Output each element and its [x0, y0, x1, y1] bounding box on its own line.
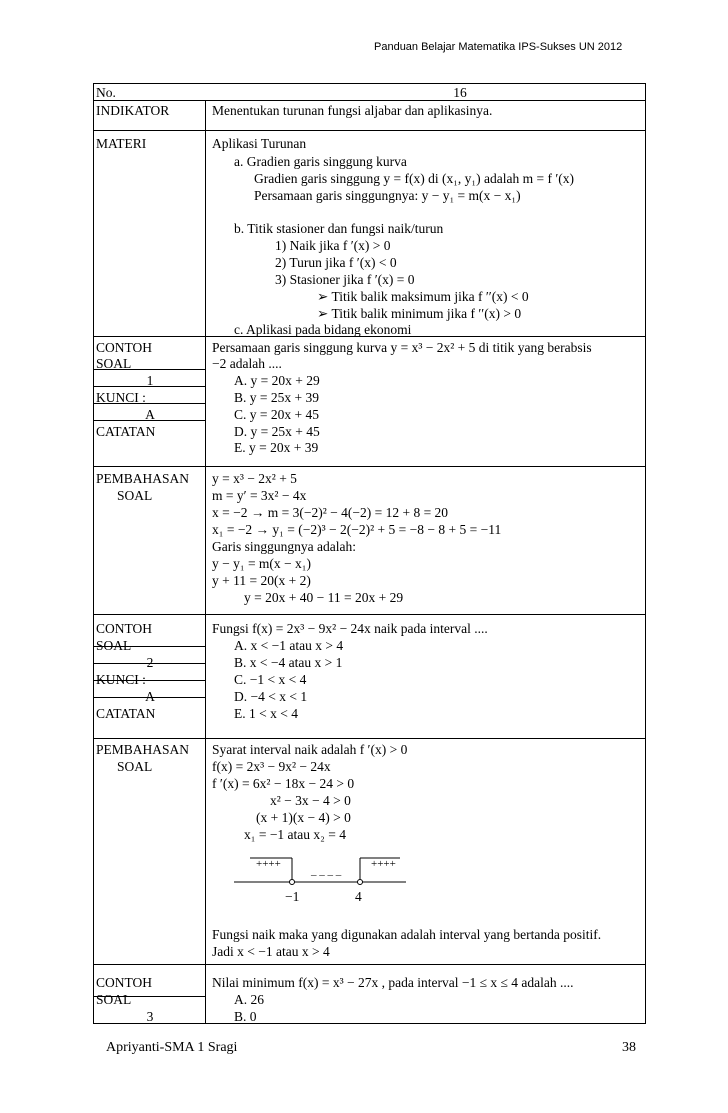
question-text: −2 adalah .... — [212, 356, 282, 371]
answer-option: E. y = 20x + 39 — [234, 440, 319, 455]
answer-option: B. 0 — [234, 1009, 257, 1024]
soal-number: 2 — [146, 655, 154, 670]
answer-option: C. y = 20x + 45 — [234, 407, 319, 422]
pembahasan-label: PEMBAHASAN — [96, 471, 190, 486]
question-text: Persamaan garis singgung kurva y = x³ − 2x² + 5 di titik yang berabsis — [212, 340, 592, 355]
pembahasan-soal-label: SOAL — [117, 759, 153, 774]
catatan-label: CATATAN — [96, 706, 156, 721]
answer-option: D. y = 25x + 45 — [234, 424, 320, 439]
indikator-label: INDIKATOR — [96, 103, 170, 118]
answer-option: C. −1 < x < 4 — [234, 672, 307, 687]
contoh-label: CONTOH — [96, 340, 153, 355]
materi-line: Aplikasi Turunan — [212, 136, 307, 151]
soal-label: SOAL — [96, 638, 132, 653]
kunci-value: A — [145, 689, 155, 704]
materi-line: 3) Stasioner jika f ′(x) = 0 — [275, 272, 415, 287]
page-number: 38 — [622, 1040, 636, 1055]
soal-number: 1 — [146, 373, 154, 388]
soal-number: 3 — [146, 1009, 154, 1024]
materi-line: c. Aplikasi pada bidang ekonomi — [234, 322, 412, 337]
answer-option: D. −4 < x < 1 — [234, 689, 308, 704]
solution-line: x₁ = −1 atau x₂ = 4 — [244, 827, 346, 842]
answer-option: A. y = 20x + 29 — [234, 373, 320, 388]
sign-negative-mid: _ _ _ _ — [311, 865, 342, 877]
catatan-label: CATATAN — [96, 424, 156, 439]
solution-line: y − y₁ = m(x − x₁) — [212, 556, 311, 571]
materi-line: b. Titik stasioner dan fungsi naik/turun — [234, 221, 444, 236]
solution-line: x = −2 → m = 3(−2)² − 4(−2) = 12 + 8 = 20 — [212, 505, 449, 520]
materi-line: 2) Turun jika f ′(x) < 0 — [275, 255, 397, 270]
solution-line: y = x³ − 2x² + 5 — [212, 471, 297, 486]
tick-label: 4 — [355, 889, 362, 904]
materi-line: ➢ Titik balik maksimum jika f ′′(x) < 0 — [317, 289, 529, 304]
solution-line: Syarat interval naik adalah f ′(x) > 0 — [212, 742, 408, 757]
answer-option: A. 26 — [234, 992, 264, 1007]
solution-line: x² − 3x − 4 > 0 — [270, 793, 351, 808]
contoh-label: CONTOH — [96, 621, 153, 636]
sign-positive-left: ++++ — [256, 858, 281, 870]
solution-line: x₁ = −2 → y₁ = (−2)³ − 2(−2)² + 5 = −8 − 8 + 5 = −11 — [212, 522, 502, 537]
kunci-label: KUNCI : — [96, 672, 146, 687]
solution-line: f(x) = 2x³ − 9x² − 24x — [212, 759, 331, 774]
question-text: Nilai minimum f(x) = x³ − 27x , pada interval −1 ≤ x ≤ 4 adalah .... — [212, 975, 574, 990]
solution-line: Garis singgungnya adalah: — [212, 539, 356, 554]
footer-author: Apriyanti-SMA 1 Sragi — [106, 1040, 238, 1055]
tick-label: −1 — [285, 889, 300, 904]
materi-line: Gradien garis singgung y = f(x) di (x₁, y₁) adalah m = f ′(x) — [254, 171, 575, 186]
page-header: Panduan Belajar Matematika IPS-Sukses UN 2012 — [374, 41, 623, 53]
soal-label: SOAL — [96, 356, 132, 371]
solution-conclusion: Jadi x < −1 atau x > 4 — [212, 944, 330, 959]
solution-line: f ′(x) = 6x² − 18x − 24 > 0 — [212, 776, 355, 791]
solution-line: (x + 1)(x − 4) > 0 — [256, 810, 351, 825]
soal-label: SOAL — [96, 992, 132, 1007]
answer-option: A. x < −1 atau x > 4 — [234, 638, 344, 653]
pembahasan-label: PEMBAHASAN — [96, 742, 190, 757]
materi-line: 1) Naik jika f ′(x) > 0 — [275, 238, 391, 253]
solution-conclusion: Fungsi naik maka yang digunakan adalah interval yang bertanda positif. — [212, 927, 602, 942]
materi-label: MATERI — [96, 136, 147, 151]
indikator-text: Menentukan turunan fungsi aljabar dan aplikasinya. — [212, 103, 493, 118]
question-text: Fungsi f(x) = 2x³ − 9x² − 24x naik pada interval .... — [212, 621, 488, 636]
sign-positive-right: ++++ — [371, 858, 396, 870]
materi-line: Persamaan garis singgungnya: y − y₁ = m(x − x₁) — [254, 188, 521, 203]
contoh-label: CONTOH — [96, 975, 153, 990]
pembahasan-soal-label: SOAL — [117, 488, 153, 503]
solution-line: m = y′ = 3x² − 4x — [212, 488, 307, 503]
answer-option: B. x < −4 atau x > 1 — [234, 655, 343, 670]
kunci-label: KUNCI : — [96, 390, 146, 405]
no-value: 16 — [453, 85, 467, 100]
no-label: No. — [96, 85, 116, 100]
solution-line: y + 11 = 20(x + 2) — [212, 573, 311, 588]
materi-line: ➢ Titik balik minimum jika f ′′(x) > 0 — [317, 306, 522, 321]
materi-line: a. Gradien garis singgung kurva — [234, 154, 407, 169]
kunci-value: A — [145, 407, 155, 422]
answer-option: E. 1 < x < 4 — [234, 706, 298, 721]
solution-line: y = 20x + 40 − 11 = 20x + 29 — [244, 590, 404, 605]
answer-option: B. y = 25x + 39 — [234, 390, 319, 405]
